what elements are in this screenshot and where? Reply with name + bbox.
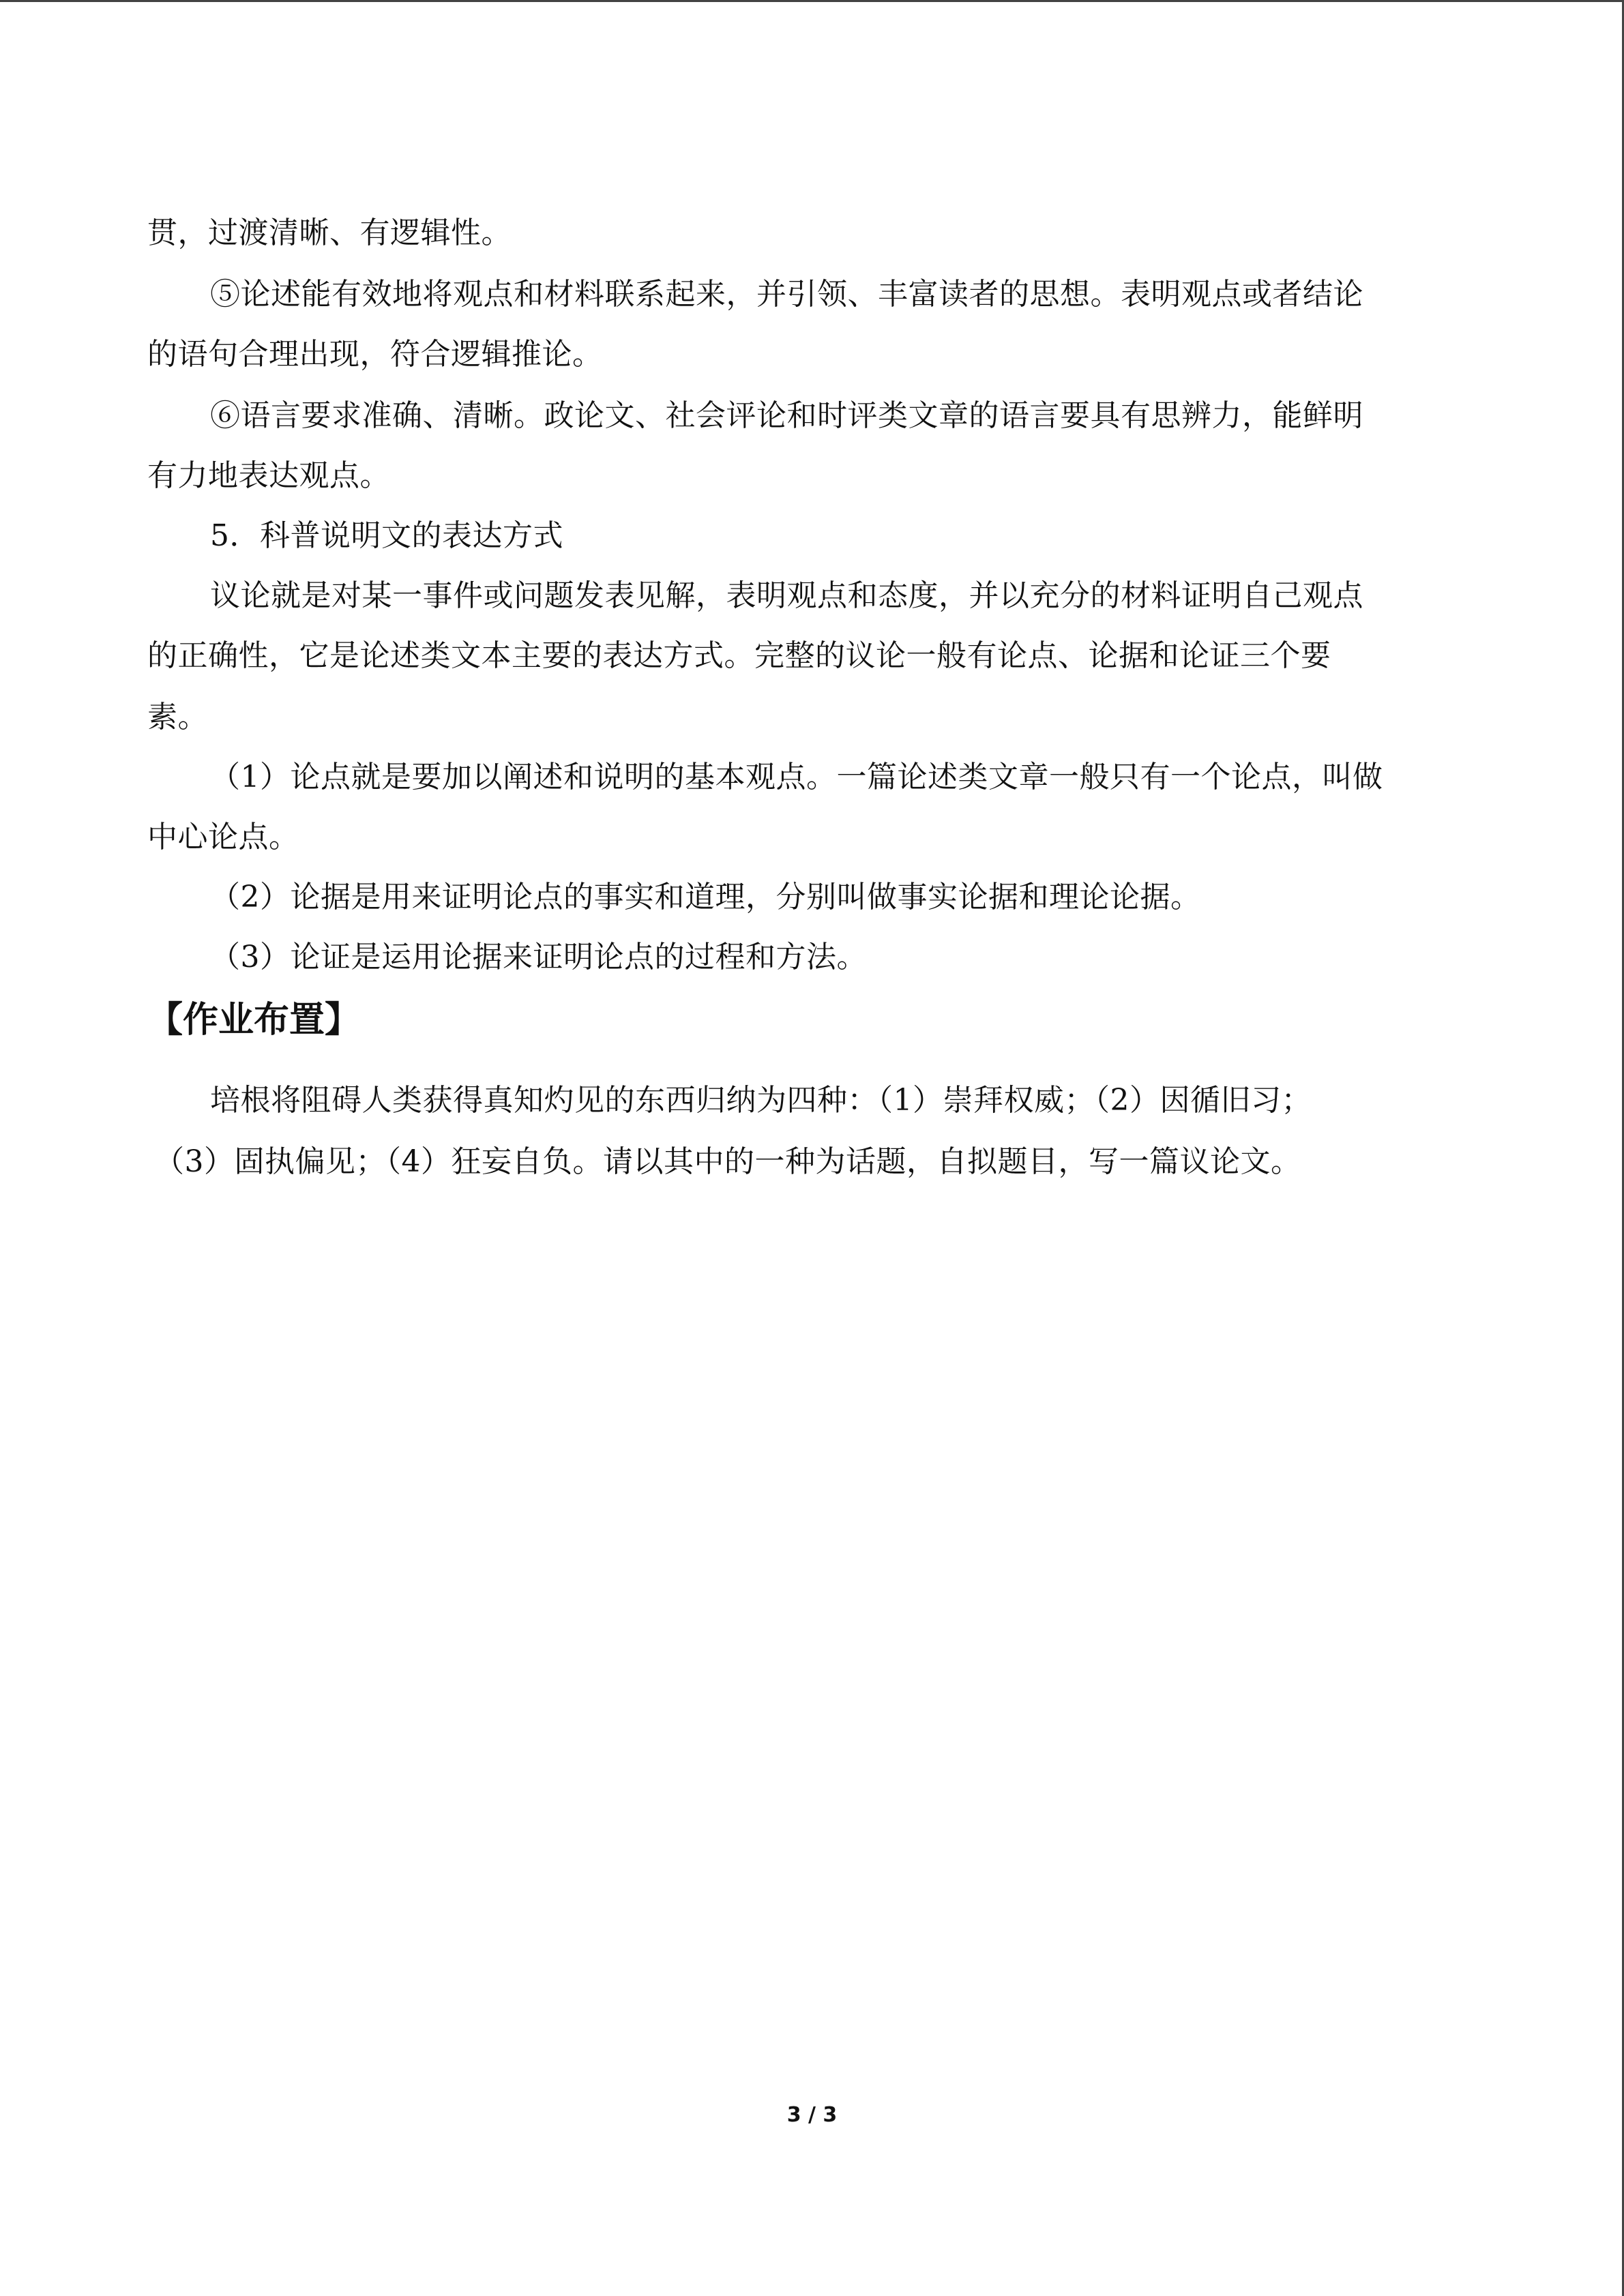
text-line: ⑤论述能有效地将观点和材料联系起来，并引领、丰富读者的思想。表明观点或者结论 (210, 277, 1363, 312)
text-line: （1）论点就是要加以阐述和说明的基本观点。一篇论述类文章一般只有一个论点，叫做 (210, 760, 1383, 794)
homework-line: （3）固执偏见；（4）狂妄自负。请以其中的一种为话题，自拟题目，写一篇议论文。 (154, 1144, 1301, 1179)
text-line: 议论就是对某一事件或问题发表见解，表明观点和态度，并以充分的材料证明自己观点 (210, 578, 1363, 613)
homework-heading: 【作业布置】 (147, 1000, 361, 1041)
page-number: 3 / 3 (786, 2103, 838, 2127)
text-line: 贯，过渡清晰、有逻辑性。 (147, 215, 512, 250)
text-line: 的正确性，它是论述类文本主要的表达方式。完整的议论一般有论点、论据和论证三个要 (147, 638, 1331, 673)
text-line: （2）论据是用来证明论点的事实和道理，分别叫做事实论据和理论论据。 (210, 880, 1201, 914)
text-line: ⑥语言要求准确、清晰。政论文、社会评论和时评类文章的语言要具有思辨力，能鲜明 (210, 398, 1363, 433)
text-line: 的语句合理出现，符合逻辑推论。 (147, 337, 603, 372)
text-line: 有力地表达观点。 (147, 458, 390, 493)
section-title: 5．科普说明文的表达方式 (210, 518, 563, 553)
text-line: （3）论证是运用论据来证明论点的过程和方法。 (210, 940, 867, 974)
top-border (0, 0, 1624, 2)
text-line: 中心论点。 (147, 820, 299, 854)
text-line: 素。 (147, 700, 208, 734)
homework-line: 培根将阻碍人类获得真知灼见的东西归纳为四种：（1）崇拜权威；（2）因循旧习； (210, 1083, 1312, 1118)
